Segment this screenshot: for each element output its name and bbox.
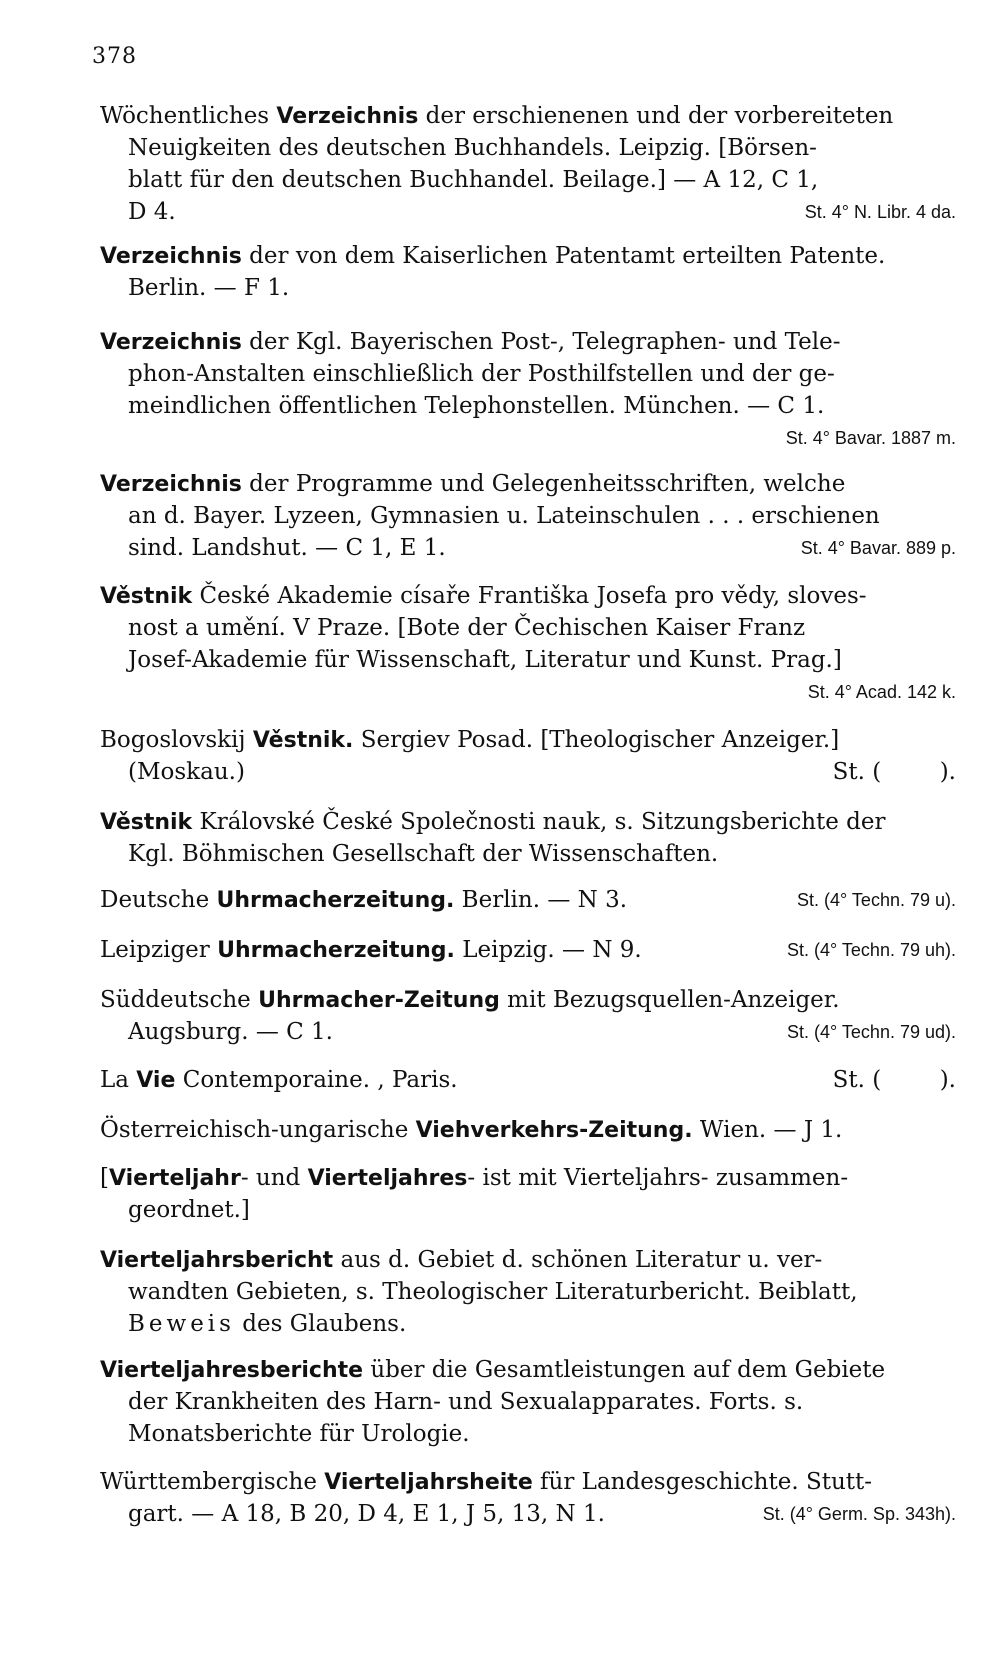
catalog-entry [100,984,956,1048]
entry-text: La [100,1067,137,1093]
entry-text: Württembergische [100,1469,325,1495]
catalog-entry [100,1354,956,1450]
entry-keyword: Uhrmacherzeitung. [216,888,455,913]
entry-line [100,756,956,788]
entry-line [100,326,956,358]
entry-keyword: Vie [136,1068,176,1093]
catalog-entry [100,326,956,454]
entry-text: D 4. [128,199,176,225]
entry-line [100,196,956,228]
catalog-entry [100,806,956,870]
entry-line [100,934,956,966]
entry-line [100,1244,956,1276]
entry-line: an d. Bayer. Lyzeen, Gymnasien u. Lateinschulen . . . erschienen [128,503,880,529]
entry-keyword: Věstnik. [252,728,354,753]
entry-text: Contemporaine. , Paris. [175,1067,458,1093]
entry-line [100,532,956,564]
entry-line: der Krankheiten des Harn- und Sexualapparates. Forts. s. [128,1389,804,1415]
entry-keyword: Viehverkehrs-Zeitung. [415,1118,693,1143]
entry-keyword: Vierteljahres [307,1166,468,1191]
entry-text: Österreichisch-ungarische [100,1117,416,1143]
shelf-mark: St. (4° Techn. 79 u). [797,890,956,910]
entry-text: (Moskau.) [128,759,245,785]
entry-line [100,1308,956,1340]
entry-line [100,1354,956,1386]
entry-keyword: Věstnik [100,810,193,835]
entry-keyword: Uhrmacherzeitung. [217,938,455,963]
entry-line [100,580,956,612]
shelf-mark: St. ( ). [832,759,956,785]
entry-text: gart. — A 18, B 20, D 4, E 1, J 5, 13, N 1. [128,1501,605,1527]
catalog-entry [100,100,956,228]
catalog-entry [100,884,956,916]
entry-line: meindlichen öffentlichen Telephonstellen. München. — C 1. [128,393,825,419]
catalog-entry [100,1244,956,1340]
entry-line [100,884,956,916]
entry-text: Deutsche [100,887,217,913]
entry-text: České Akademie císaře Františka Josefa pro vědy, sloves- [192,583,867,609]
shelf-mark: St. (4° Techn. 79 uh). [787,940,956,960]
entry-text: aus d. Gebiet d. schönen Literatur u. ver- [333,1247,823,1273]
entry-line: phon-Anstalten einschließlich der Posthilfstellen und der ge- [128,361,835,387]
entry-keyword: Vierteljahr [108,1166,241,1191]
entry-keyword: Vierteljahrsbericht [100,1248,334,1273]
entry-text: Sergiev Posad. [Theologischer Anzeiger.] [353,727,840,753]
entry-text: [ [100,1165,109,1191]
entry-keyword: Vierteljahresberichte [100,1358,364,1383]
entry-text: Wöchentliches [100,103,277,129]
shelf-mark: St. 4° Bavar. 1887 m. [785,428,956,448]
entry-text: über die Gesamtleistungen auf dem Gebiete [363,1357,886,1383]
entry-line: Berlin. — F 1. [128,275,290,301]
entry-line [100,1064,956,1096]
entry-line [100,240,956,272]
entry-text: für Landesgeschichte. Stutt- [532,1469,873,1495]
entry-text: - und [240,1165,308,1191]
entry-keyword: Verzeichnis [100,472,242,497]
entry-text: der von dem Kaiserlichen Patentamt erteilten Patente. [241,243,886,269]
entry-line [100,1114,956,1146]
catalog-entry [100,724,956,788]
entry-line [100,1498,956,1530]
shelf-mark: St. (4° Germ. Sp. 343h). [762,1504,956,1524]
entry-text: Královské České Společnosti nauk, s. Sitzungsberichte der [192,809,886,835]
entry-text: Leipzig. — N 9. [454,937,642,963]
entry-keyword: Verzeichnis [100,330,242,355]
shelf-mark: St. ( ). [832,1067,956,1093]
page-number: 378 [92,44,137,69]
entry-text: Bogoslovskij [100,727,253,753]
catalog-entry [100,1466,956,1530]
entry-text: Süddeutsche [100,987,259,1013]
entry-text: der Kgl. Bayerischen Post-, Telegraphen- und Tele- [241,329,841,355]
entry-text: Augsburg. — C 1. [128,1019,333,1045]
entry-text: Wien. — J 1. [692,1117,843,1143]
entry-text: Beweis [128,1311,235,1337]
entry-text: Leipziger [100,937,218,963]
entry-line [100,468,956,500]
entry-text: der Programme und Gelegenheitsschriften, welche [241,471,846,497]
shelf-mark: St. 4° Acad. 142 k. [807,682,956,702]
entry-text: der erschienenen und der vorbereiteten [418,103,894,129]
entry-line [100,984,956,1016]
entry-keyword: Vierteljahrsheite [324,1470,533,1495]
entry-keyword: Verzeichnis [276,104,419,129]
shelf-mark: St. 4° Bavar. 889 p. [800,538,956,558]
entry-line: blatt für den deutschen Buchhandel. Beilage.] — A 12, C 1, [128,167,819,193]
entry-keyword: Verzeichnis [100,244,242,269]
entry-line: Neuigkeiten des deutschen Buchhandels. Leipzig. [Börsen- [128,135,817,161]
entry-line: wandten Gebieten, s. Theologischer Literaturbericht. Beiblatt, [128,1279,858,1305]
catalog-entry [100,1162,956,1226]
entry-line [100,806,956,838]
entry-text: des Glaubens. [234,1311,407,1337]
entry-line: nost a umění. V Praze. [Bote der Čechischen Kaiser Franz [128,615,806,641]
catalog-entry [100,468,956,564]
entry-line: Josef-Akademie für Wissenschaft, Literatur und Kunst. Prag.] [128,647,842,673]
entry-line: Monatsberichte für Urologie. [128,1421,470,1447]
entry-line: geordnet.] [128,1197,250,1223]
catalog-entry [100,1114,956,1146]
entry-line [100,724,956,756]
entry-text: sind. Landshut. — C 1, E 1. [128,535,446,561]
entry-keyword: Věstnik [100,584,193,609]
entry-keyword: Uhrmacher-Zeitung [258,988,500,1013]
catalog-entry [100,934,956,966]
shelf-mark: St. 4° N. Libr. 4 da. [804,202,956,222]
entry-text: mit Bezugsquellen-Anzeiger. [499,987,840,1013]
entry-line [100,1162,956,1194]
entry-line [100,1016,956,1048]
entry-text: Berlin. — N 3. [454,887,628,913]
entry-line [100,1466,956,1498]
entry-text: - ist mit Vierteljahrs- zusammen- [467,1165,849,1191]
shelf-mark: St. (4° Techn. 79 ud). [787,1022,956,1042]
catalog-entry [100,1064,956,1096]
entry-line: Kgl. Böhmischen Gesellschaft der Wissenschaften. [128,841,719,867]
catalog-entry [100,580,956,708]
catalog-entry [100,240,956,304]
entry-line [100,100,956,132]
